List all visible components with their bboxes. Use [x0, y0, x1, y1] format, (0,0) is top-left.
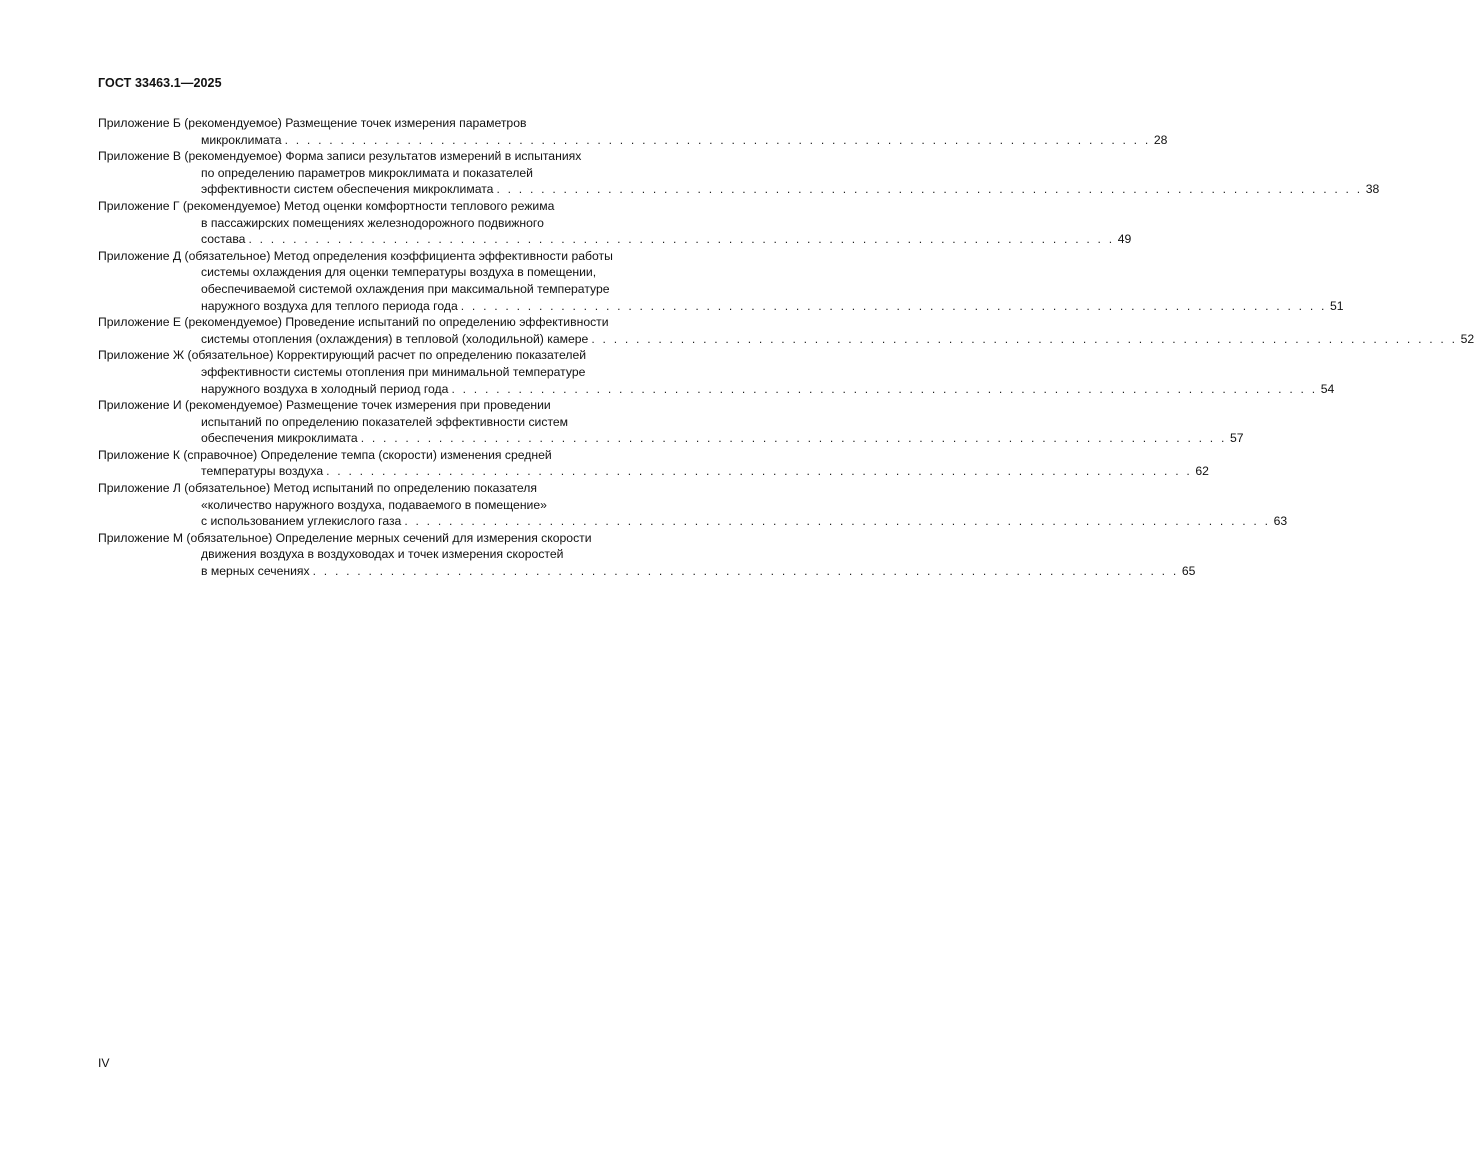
toc-line — [98, 298, 1344, 315]
toc-line-text: наружного воздуха для теплого периода года — [201, 298, 458, 313]
toc-line-text: Приложение Ж (обязательное) Корректирующий расчет по определению показателей — [98, 348, 587, 363]
toc-line — [98, 480, 768, 497]
toc-leader-dots: . . . . . . . . . . . . . . . . . . . . . . . . . . . . . . . . . . . . . . . . . . . . . . . . . . . . . . . . . . . . . . . . . . . . . . . . . . . . . . — [496, 182, 1363, 197]
toc-line-text: Приложение Е (рекомендуемое) Проведение испытаний по определению эффективности — [98, 315, 609, 330]
toc-line — [98, 198, 768, 215]
toc-line — [98, 447, 768, 464]
toc-line-text: испытаний по определению показателей эффективности систем — [201, 414, 569, 429]
toc-line — [98, 381, 1335, 398]
toc-line — [98, 430, 1244, 447]
toc-page-number: 62 — [1195, 464, 1209, 479]
toc-line-text: Приложение Г (рекомендуемое) Метод оценки комфортности теплового режима — [98, 198, 555, 213]
toc-entry[interactable] — [98, 530, 1196, 580]
toc-line-text: Приложение Б (рекомендуемое) Размещение точек измерения параметров — [98, 116, 527, 130]
toc-line-text: эффективности систем обеспечения микроклимата — [201, 182, 494, 197]
toc-line — [98, 314, 768, 331]
page-number: IV — [98, 1056, 110, 1070]
toc-line — [98, 331, 1474, 348]
toc-leader-dots: . . . . . . . . . . . . . . . . . . . . . . . . . . . . . . . . . . . . . . . . . . . . . . . . . . . . . . . . . . . . . . . . . . . . . . . . . . . . . . — [591, 331, 1458, 346]
toc-page-number: 51 — [1330, 298, 1344, 313]
toc-line — [98, 148, 768, 165]
toc-entry[interactable] — [98, 148, 1380, 198]
toc-leader-dots: . . . . . . . . . . . . . . . . . . . . . . . . . . . . . . . . . . . . . . . . . . . . . . . . . . . . . . . . . . . . . . . . . . . . . . . . . . . . . . — [248, 232, 1115, 247]
toc-line — [98, 132, 1168, 149]
toc-line — [98, 364, 768, 381]
toc-line-text: системы отопления (охлаждения) в тепловой (холодильной) камере — [201, 331, 589, 346]
toc-page-number: 49 — [1117, 232, 1132, 247]
toc-line-text: эффективности системы отопления при минимальной температуре — [201, 364, 586, 379]
toc-entry[interactable] — [98, 397, 1244, 447]
toc-line-text: Приложение М (обязательное) Определение мерных сечений для измерения скорости — [98, 530, 592, 545]
toc-line — [98, 281, 768, 298]
toc-line-text: движения воздуха в воздуховодах и точек измерения скоростей — [201, 547, 564, 562]
toc-leader-dots: . . . . . . . . . . . . . . . . . . . . . . . . . . . . . . . . . . . . . . . . . . . . . . . . . . . . . . . . . . . . . . . . . . . . . . . . . . . . . . — [326, 464, 1192, 479]
toc-line-text: температуры воздуха — [201, 464, 324, 479]
toc-line — [98, 215, 768, 232]
toc-line — [98, 530, 768, 547]
toc-leader-dots: . . . . . . . . . . . . . . . . . . . . . . . . . . . . . . . . . . . . . . . . . . . . . . . . . . . . . . . . . . . . . . . . . . . . . . . . . . . . . . — [451, 381, 1318, 396]
toc-line-text: Приложение Л (обязательное) Метод испытаний по определению показателя — [98, 481, 537, 496]
toc-page-number: 38 — [1365, 182, 1380, 197]
toc-line-text: микроклимата — [201, 132, 282, 147]
toc-line — [98, 264, 768, 281]
toc-page-number: 63 — [1273, 514, 1288, 529]
toc-line — [98, 414, 768, 431]
toc-leader-dots: . . . . . . . . . . . . . . . . . . . . . . . . . . . . . . . . . . . . . . . . . . . . . . . . . . . . . . . . . . . . . . . . . . . . . . . . . . . . . . — [360, 431, 1227, 446]
toc-page-number: 54 — [1320, 381, 1335, 396]
toc-line-text: в мерных сечениях — [201, 564, 310, 579]
toc-line — [98, 347, 768, 364]
toc-line-text: состава — [201, 232, 246, 247]
toc-line-text: «количество наружного воздуха, подаваемого в помещение» — [201, 497, 547, 512]
toc-line-text: наружного воздуха в холодный период года — [201, 381, 449, 396]
toc-line — [98, 248, 768, 265]
toc-page-number: 52 — [1460, 331, 1474, 346]
toc-line — [98, 181, 1380, 198]
toc-entry[interactable] — [98, 447, 1209, 480]
toc-line-text: Приложение К (справочное) Определение темпа (скорости) изменения средней — [98, 447, 552, 462]
toc-line — [98, 115, 768, 132]
toc-line — [98, 165, 768, 182]
toc-leader-dots: . . . . . . . . . . . . . . . . . . . . . . . . . . . . . . . . . . . . . . . . . . . . . . . . . . . . . . . . . . . . . . . . . . . . . . . . . . . . . . — [460, 298, 1327, 313]
toc-page-number: 65 — [1181, 564, 1196, 579]
toc-page-number: 28 — [1153, 132, 1168, 147]
toc-line-text: системы охлаждения для оценки температуры воздуха в помещении, — [201, 265, 597, 280]
toc-entry[interactable] — [98, 248, 1344, 314]
toc-line — [98, 513, 1288, 530]
toc-page-number: 57 — [1229, 431, 1244, 446]
toc-line-text: в пассажирских помещениях железнодорожного подвижного — [201, 215, 544, 230]
toc-entry[interactable] — [98, 347, 1335, 397]
toc-entry[interactable] — [98, 198, 1132, 248]
toc-line — [98, 397, 768, 414]
table-of-contents — [98, 115, 1474, 580]
toc-line-text: Приложение Д (обязательное) Метод определения коэффициента эффективности работы — [98, 248, 613, 263]
toc-line-text: обеспечиваемой системой охлаждения при максимальной температуре — [201, 281, 610, 296]
document-header: ГОСТ 33463.1—2025 — [98, 76, 222, 90]
toc-line — [98, 546, 768, 563]
toc-entry[interactable] — [98, 480, 1288, 530]
toc-line — [98, 463, 1209, 480]
toc-entry[interactable] — [98, 314, 1474, 347]
toc-line-text: Приложение В (рекомендуемое) Форма записи результатов измерений в испытаниях — [98, 149, 582, 164]
toc-line-text: обеспечения микроклимата — [201, 431, 358, 446]
toc-line — [98, 497, 768, 514]
toc-line-text: Приложение И (рекомендуемое) Размещение точек измерения при проведении — [98, 398, 551, 413]
toc-leader-dots: . . . . . . . . . . . . . . . . . . . . . . . . . . . . . . . . . . . . . . . . . . . . . . . . . . . . . . . . . . . . . . . . . . . . . . . . . . . . . . — [312, 564, 1179, 579]
toc-entry[interactable] — [98, 115, 1168, 148]
toc-line — [98, 231, 1132, 248]
toc-line — [98, 563, 1196, 580]
toc-leader-dots: . . . . . . . . . . . . . . . . . . . . . . . . . . . . . . . . . . . . . . . . . . . . . . . . . . . . . . . . . . . . . . . . . . . . . . . . . . . . . . — [284, 132, 1151, 147]
toc-leader-dots: . . . . . . . . . . . . . . . . . . . . . . . . . . . . . . . . . . . . . . . . . . . . . . . . . . . . . . . . . . . . . . . . . . . . . . . . . . . . . . — [404, 514, 1271, 529]
toc-line-text: по определению параметров микроклимата и показателей — [201, 165, 533, 180]
toc-line-text: с использованием углекислого газа — [201, 514, 402, 529]
